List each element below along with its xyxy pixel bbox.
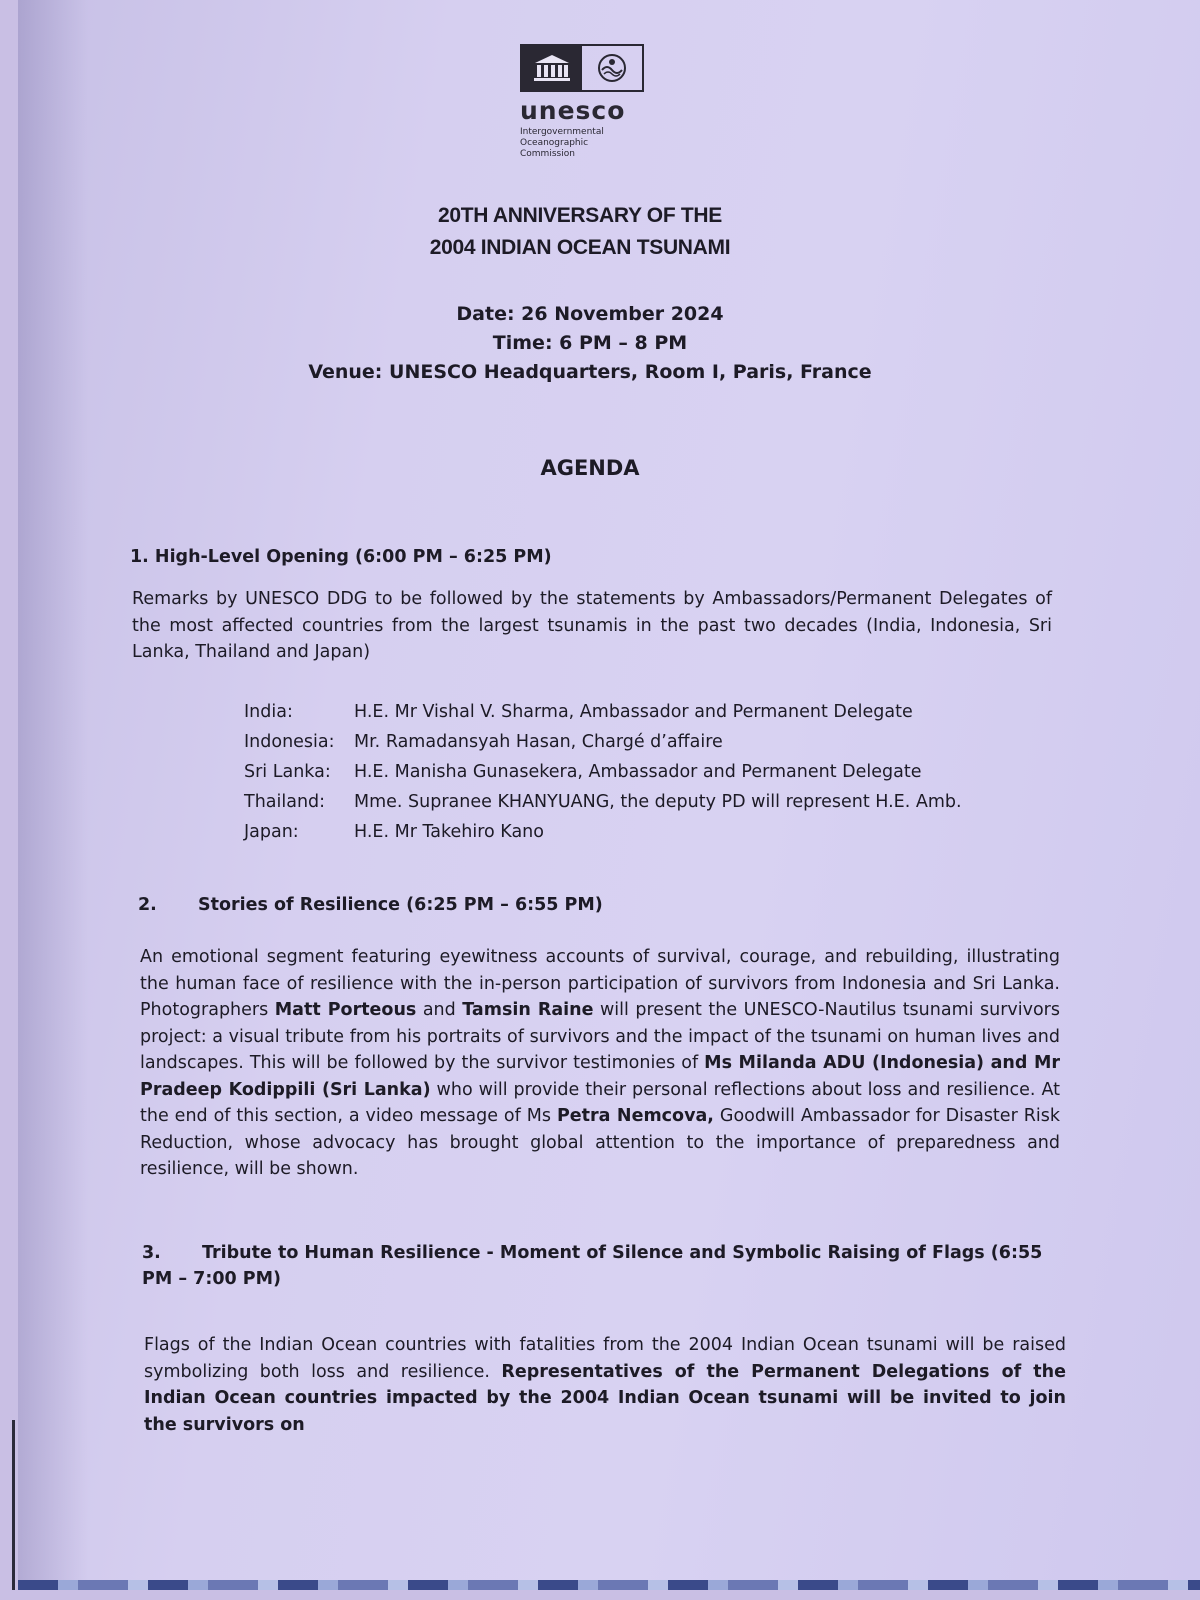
title-line-2: 2004 INDIAN OCEAN TSUNAMI [429, 236, 731, 259]
page-bottom-edge [18, 1580, 1200, 1590]
text-run: An emotional segment featuring eyewitness accounts of survival, courage, and rebuilding, illustrating the human face of resilience with the in-person participation of survivors from Indonesia and Sri Lanka. Photographers [140, 947, 1060, 1020]
section-3-heading [142, 1240, 1062, 1292]
delegate-name: H.E. Manisha Gunasekera, Ambassador and Permanent Delegate [354, 762, 922, 782]
delegate-row [244, 727, 962, 757]
section-3-text [144, 1332, 1066, 1438]
delegate-list [244, 697, 962, 847]
delegate-name: Mr. Ramadansyah Hasan, Chargé d’affaire [354, 732, 723, 752]
ambassador-name: Petra Nemcova, [556, 1106, 714, 1126]
delegate-country: Japan: [244, 822, 299, 842]
event-details [300, 300, 880, 387]
photographer-name: Tamsin Raine [462, 1000, 594, 1020]
text-run: Goodwill Ambassador for Disaster Risk Reduction, whose advocacy has brought global attention to the importance of preparedness and resilience, will be shown. [140, 1106, 1060, 1179]
survivor-names: Ms Milanda ADU (Indonesia) and Mr Pradeep Kodippili (Sri Lanka) [140, 1053, 1061, 1100]
section-1-text: Remarks by UNESCO DDG to be followed by the statements by Ambassadors/Permanent Delegates of the most affected countries from the largest tsunamis in the past two decades (India, Indonesia, Sri Lanka, Thailand and Japan) [132, 589, 1052, 662]
event-time: Time: 6 PM – 8 PM [492, 332, 688, 354]
delegate-name: H.E. Mr Takehiro Kano [354, 822, 544, 842]
section-2-heading [138, 892, 603, 918]
ioc-globe-icon [582, 46, 642, 90]
ioc-name-line: Intergovernmental [520, 127, 604, 137]
delegate-country: Sri Lanka: [244, 762, 331, 782]
section-title: Tribute to Human Resilience - Moment of Silence and Symbolic Raising of Flags (6:55 PM – 7:00 PM) [142, 1243, 1043, 1289]
photographer-name: Matt Porteous [274, 1000, 417, 1020]
section-title: Stories of Resilience (6:25 PM – 6:55 PM) [198, 895, 603, 915]
delegate-row [244, 787, 962, 817]
delegate-row [244, 817, 962, 847]
unesco-temple-icon [522, 46, 582, 90]
document-title [300, 200, 860, 264]
section-number: 3. [142, 1243, 161, 1263]
ioc-name-line: Oceanographic [520, 138, 589, 148]
text-run: Flags of the Indian Ocean countries with fatalities from the 2004 Indian Ocean tsunami will be raised symbolizing both loss and resilience. [144, 1335, 1066, 1382]
delegate-country: Thailand: [244, 792, 326, 812]
text-run: will present the UNESCO-Nautilus tsunami survivors project: a visual tribute from his portraits of survivors and the impact of the tsunami on human lives and landscapes. This will be followed by the survivor testimonies of [140, 1000, 1060, 1073]
event-venue: Venue: UNESCO Headquarters, Room I, Paris, France [308, 361, 872, 383]
delegate-country: India: [244, 702, 293, 722]
title-line-1: 20TH ANNIVERSARY OF THE [437, 204, 723, 227]
delegate-row [244, 757, 962, 787]
logo-emblem [520, 44, 644, 92]
delegate-country: Indonesia: [244, 732, 335, 752]
section-1-heading: 1. High-Level Opening (6:00 PM – 6:25 PM) [130, 547, 552, 567]
bold-text-run: Representatives of the Permanent Delegations of the Indian Ocean countries impacted by the 2004 Indian Ocean tsunami will be invited to join the survivors on [144, 1361, 1066, 1435]
section-2-text [140, 944, 1060, 1183]
text-run: who will provide their personal reflections about loss and resilience. At the end of this section, a video message of Ms [140, 1079, 1060, 1126]
ioc-name [520, 127, 642, 160]
delegate-name: Mme. Supranee KHANYUANG, the deputy PD will represent H.E. Amb. [354, 792, 962, 812]
unesco-wordmark: unesco [520, 96, 626, 125]
delegate-name: H.E. Mr Vishal V. Sharma, Ambassador and Permanent Delegate [354, 702, 913, 722]
agenda-heading: AGENDA [540, 456, 640, 480]
unesco-ioc-logo [520, 44, 642, 160]
event-date: Date: 26 November 2024 [456, 303, 724, 325]
page-left-edge [12, 1420, 15, 1590]
ioc-name-line: Commission [520, 149, 575, 159]
section-number: 2. [138, 895, 157, 915]
text-run: and [416, 1000, 463, 1020]
delegate-row [244, 697, 962, 727]
page-shadow [18, 0, 88, 1590]
